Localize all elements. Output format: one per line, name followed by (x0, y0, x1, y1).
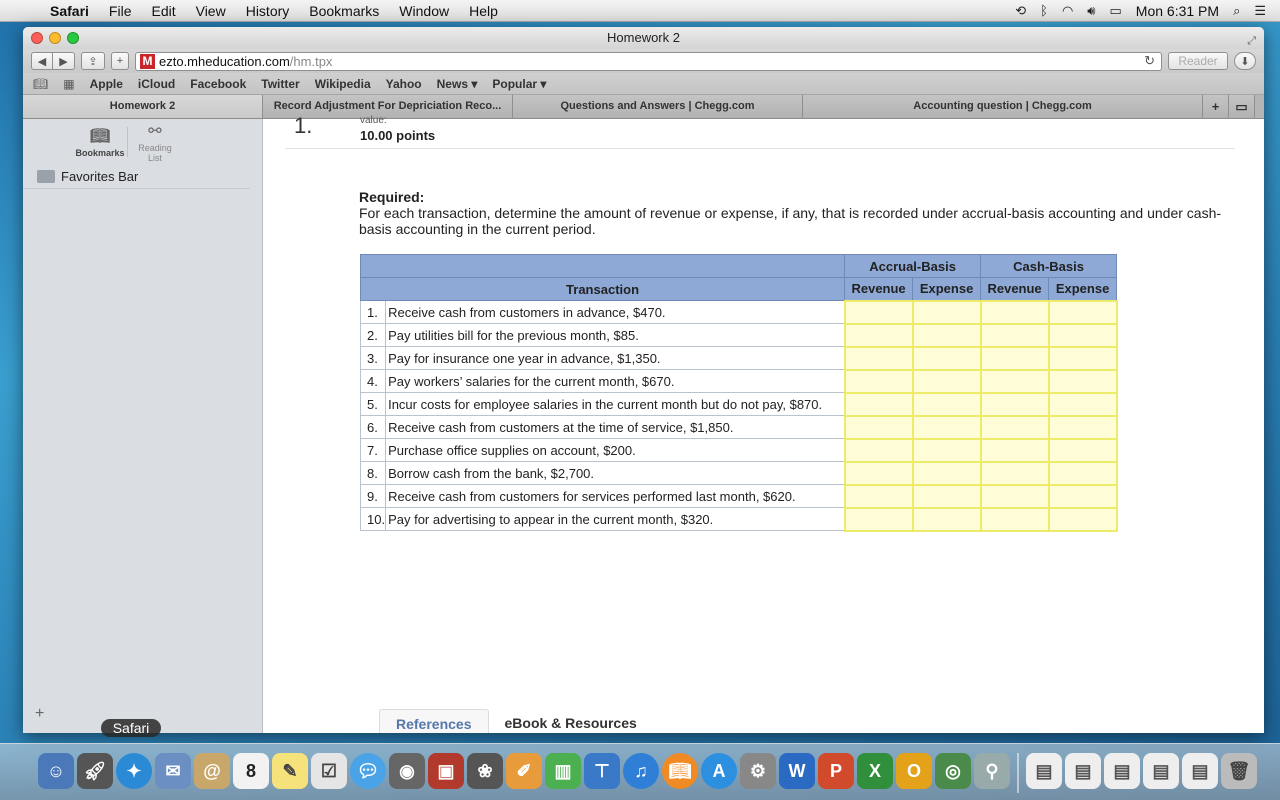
table-row (361, 393, 1117, 416)
url-path: /hm.tpx (289, 53, 333, 69)
table-row (361, 324, 1117, 347)
row-number: 7. (361, 439, 386, 462)
cash-expense-input[interactable] (1049, 462, 1117, 485)
cash-revenue-input[interactable] (981, 485, 1049, 508)
calendar-icon[interactable]: 8 (233, 753, 269, 789)
accrual-expense-input[interactable] (913, 462, 981, 485)
row-number: 6. (361, 416, 386, 439)
table-row (361, 370, 1117, 393)
app-store-icon[interactable]: A (701, 753, 737, 789)
mail-icon[interactable]: ✉ (155, 753, 191, 789)
contacts-icon[interactable]: @ (194, 753, 230, 789)
tab-overview-icon[interactable]: ▭ (1229, 95, 1255, 118)
downloads-button[interactable]: ⬇ (1234, 52, 1256, 70)
required-heading: Required: (359, 189, 425, 205)
accrual-revenue-input[interactable] (845, 324, 913, 347)
sidebar-tabs (23, 119, 262, 165)
sidebar-tab-bookmarks[interactable] (75, 126, 125, 158)
fullscreen-icon[interactable]: ⤢ (1247, 35, 1256, 47)
cash-expense-input[interactable] (1049, 416, 1117, 439)
window-title: Homework 2 (607, 30, 680, 45)
cash-expense-input[interactable] (1049, 347, 1117, 370)
accrual-revenue-input[interactable] (845, 439, 913, 462)
tab-chegg-questions[interactable]: Questions and Answers | Chegg.com (513, 95, 803, 118)
transaction-description: Pay utilities bill for the previous month, $85. (386, 324, 845, 347)
cash-basis-header: Cash-Basis (981, 255, 1117, 278)
accrual-revenue-input[interactable] (845, 485, 913, 508)
time-machine-icon[interactable]: ⟲ (1015, 2, 1027, 18)
accrual-revenue-input[interactable] (845, 416, 913, 439)
system-preferences-icon[interactable]: ⚙ (740, 753, 776, 789)
table-row (361, 301, 1117, 324)
cash-revenue-input[interactable] (981, 462, 1049, 485)
bookmark-icloud[interactable]: iCloud (137, 76, 176, 91)
row-number: 4. (361, 370, 386, 393)
network-app-icon[interactable]: ◎ (935, 753, 971, 789)
add-bookmark-folder-icon[interactable]: + (35, 705, 45, 722)
sidebar-item-favorites-bar[interactable] (23, 165, 250, 189)
sidebar-reading-list-label: Reading List (138, 143, 172, 163)
tab-record-adjustment[interactable]: Record Adjustment For Depriciation Reco... (263, 95, 513, 118)
divider (285, 148, 1235, 149)
dock-separator (1017, 753, 1019, 793)
accrual-revenue-input[interactable] (845, 347, 913, 370)
table-row (361, 439, 1117, 462)
row-number: 5. (361, 393, 386, 416)
site-favicon-icon: M (140, 54, 155, 69)
notes-icon[interactable]: ✎ (272, 753, 308, 789)
cash-expense-input[interactable] (1049, 439, 1117, 462)
document-thumbnail-icon[interactable]: ▤ (1182, 753, 1218, 789)
menu-edit[interactable]: Edit (151, 2, 176, 19)
bookmark-apple[interactable]: Apple (89, 76, 123, 91)
accrual-expense-input[interactable] (913, 485, 981, 508)
question-number: 1. (294, 113, 313, 138)
transaction-description: Receive cash from customers for services performed last month, $620. (386, 485, 845, 508)
battery-icon[interactable]: ▭ (1109, 2, 1122, 18)
row-number: 2. (361, 324, 386, 347)
table-row (361, 485, 1117, 508)
cash-expense-input[interactable] (1049, 301, 1117, 324)
cash-revenue-input[interactable] (981, 508, 1049, 531)
cash-expense-input[interactable] (1049, 485, 1117, 508)
toolbar (23, 49, 1264, 73)
book-icon: 📖︎ (89, 128, 111, 145)
transaction-description: Pay for insurance one year in advance, $1,350. (386, 347, 845, 370)
cash-revenue-input[interactable] (981, 416, 1049, 439)
wifi-icon[interactable]: ◠ (1061, 2, 1074, 18)
transaction-description: Borrow cash from the bank, $2,700. (386, 462, 845, 485)
table-row (361, 508, 1117, 531)
sidebar-tab-reading-list[interactable] (130, 121, 180, 163)
question-points: 10.00 points (360, 128, 436, 143)
folder-icon (37, 170, 55, 183)
bookmarks-bar (23, 73, 1264, 95)
powerpoint-icon[interactable]: P (818, 753, 854, 789)
accrual-expense-input[interactable] (913, 416, 981, 439)
pages-icon[interactable]: ✐ (506, 753, 542, 789)
cash-expense-input[interactable] (1049, 393, 1117, 416)
document-thumbnail-icon[interactable]: ▤ (1065, 753, 1101, 789)
new-tab-button[interactable]: + (1203, 95, 1229, 118)
photo-booth-icon[interactable]: ▣ (428, 753, 464, 789)
cash-expense-header: Expense (1049, 278, 1117, 301)
web-page (263, 113, 1264, 733)
menu-window[interactable]: Window (399, 2, 450, 19)
menu-history[interactable]: History (245, 2, 290, 19)
preview-icon[interactable]: ⚲ (974, 753, 1010, 789)
row-number: 9. (361, 485, 386, 508)
bookmark-yahoo[interactable]: Yahoo (385, 76, 422, 91)
accrual-revenue-input[interactable] (845, 370, 913, 393)
url-host: ezto.mheducation.com (159, 53, 290, 69)
title-bar (23, 27, 1264, 49)
accrual-expense-header: Expense (913, 278, 981, 301)
add-bookmark-button[interactable]: + (111, 52, 129, 70)
table-row (361, 462, 1117, 485)
menu-bookmarks[interactable]: Bookmarks (309, 2, 380, 19)
dock-tooltip: Safari (101, 719, 161, 737)
bluetooth-icon[interactable]: ᛒ (1040, 3, 1048, 18)
safari-icon[interactable]: ✦ (116, 753, 152, 789)
tab-ebook-resources[interactable]: eBook & Resources (504, 715, 637, 731)
question-instructions: For each transaction, determine the amount of revenue or expense, if any, that is recorded under accrual-basis accounting and under cash-basis accounting in the current period. (359, 205, 1222, 237)
close-window-button[interactable] (31, 32, 43, 44)
document-thumbnail-icon[interactable]: ▤ (1104, 753, 1140, 789)
itunes-icon[interactable]: ♫ (623, 753, 659, 789)
cash-revenue-input[interactable] (981, 439, 1049, 462)
nav-buttons (31, 52, 75, 70)
sidebar-bookmarks-label: Bookmarks (75, 148, 125, 158)
menubar-clock[interactable]: Mon 6:31 PM (1135, 2, 1220, 19)
sidebar-item-label: Favorites Bar (61, 169, 139, 184)
content-area (23, 113, 1264, 733)
cash-revenue-input[interactable] (981, 393, 1049, 416)
transaction-description: Receive cash from customers in advance, $470. (386, 301, 845, 324)
transactions-table (360, 254, 1118, 532)
dock (0, 743, 1280, 800)
reminders-icon[interactable]: ☑ (311, 753, 347, 789)
bookmarks-sidebar (23, 119, 263, 733)
tab-chegg-accounting[interactable]: Accounting question | Chegg.com (803, 95, 1203, 118)
cash-expense-input[interactable] (1049, 508, 1117, 531)
transaction-description: Purchase office supplies on account, $200. (386, 439, 845, 462)
menu-file[interactable]: File (108, 2, 132, 19)
row-number: 10. (361, 508, 386, 531)
accrual-revenue-header: Revenue (845, 278, 913, 301)
notification-center-icon[interactable]: ☰ (1254, 2, 1266, 18)
window-controls (31, 32, 79, 44)
accrual-expense-input[interactable] (913, 508, 981, 531)
menu-app-name[interactable]: Safari (50, 2, 89, 19)
cash-expense-input[interactable] (1049, 324, 1117, 347)
accrual-basis-header: Accrual-Basis (845, 255, 981, 278)
excel-icon[interactable]: X (857, 753, 893, 789)
cash-revenue-input[interactable] (981, 324, 1049, 347)
accrual-revenue-input[interactable] (845, 508, 913, 531)
numbers-icon[interactable]: ▥ (545, 753, 581, 789)
bookmark-news[interactable]: News ▾ (436, 76, 478, 91)
html-document-icon[interactable]: ▤ (1026, 753, 1062, 789)
bookmark-popular[interactable]: Popular ▾ (492, 76, 547, 91)
back-button[interactable]: ◀ (31, 52, 53, 70)
menubar-status (1015, 3, 1280, 19)
tab-references[interactable]: References (379, 709, 489, 733)
value-label: value: (360, 115, 387, 126)
reader-button[interactable]: Reader (1168, 52, 1228, 70)
ibooks-icon[interactable]: 📖︎ (662, 753, 698, 789)
transaction-description: Incur costs for employee salaries in the current month but do not pay, $870. (386, 393, 845, 416)
bookmark-twitter[interactable]: Twitter (261, 76, 300, 91)
bookmark-wikipedia[interactable]: Wikipedia (314, 76, 371, 91)
accrual-revenue-input[interactable] (845, 301, 913, 324)
tab-bar (23, 95, 1264, 119)
sidebar-tab-divider (127, 127, 128, 157)
spotlight-search-icon[interactable]: ⌕ (1233, 2, 1241, 18)
volume-icon[interactable]: 🔊︎ (1087, 2, 1096, 18)
menu-view[interactable]: View (195, 2, 226, 19)
cash-revenue-input[interactable] (981, 301, 1049, 324)
accrual-expense-input[interactable] (913, 370, 981, 393)
zoom-window-button[interactable] (67, 32, 79, 44)
accrual-expense-input[interactable] (913, 393, 981, 416)
tab-homework-2[interactable]: Homework 2 (23, 95, 263, 118)
outlook-icon[interactable]: O (896, 753, 932, 789)
forward-button[interactable]: ▶ (53, 52, 75, 70)
transaction-description: Pay for advertising to appear in the current month, $320. (386, 508, 845, 531)
cash-revenue-header: Revenue (981, 278, 1049, 301)
accrual-expense-input[interactable] (913, 324, 981, 347)
accrual-expense-input[interactable] (913, 439, 981, 462)
row-number: 1. (361, 301, 386, 324)
cash-revenue-input[interactable] (981, 370, 1049, 393)
word-icon[interactable]: W (779, 753, 815, 789)
reload-icon[interactable]: ↻ (1144, 53, 1155, 68)
safari-window (23, 27, 1264, 733)
menu-help[interactable]: Help (469, 2, 498, 19)
glasses-icon: ⚯ (148, 123, 162, 140)
table-row (361, 416, 1117, 439)
keynote-icon[interactable]: ⊤ (584, 753, 620, 789)
accrual-revenue-input[interactable] (845, 462, 913, 485)
transaction-description: Pay workers’ salaries for the current month, $670. (386, 370, 845, 393)
transaction-header: Transaction (361, 278, 845, 301)
resource-tabs (379, 709, 653, 733)
cash-expense-input[interactable] (1049, 370, 1117, 393)
row-number: 8. (361, 462, 386, 485)
table-row (361, 347, 1117, 370)
cash-revenue-input[interactable] (981, 347, 1049, 370)
iphoto-icon[interactable]: ❀ (467, 753, 503, 789)
top-sites-icon[interactable]: ▦ (63, 76, 75, 91)
facetime-icon[interactable]: ◉ (389, 753, 425, 789)
accrual-expense-input[interactable] (913, 301, 981, 324)
minimize-window-button[interactable] (49, 32, 61, 44)
trash-icon[interactable]: 🗑︎ (1221, 753, 1257, 789)
accrual-revenue-input[interactable] (845, 393, 913, 416)
row-number: 3. (361, 347, 386, 370)
show-bookmarks-icon[interactable]: 📖︎ (33, 76, 49, 91)
menubar (0, 0, 1280, 22)
accrual-expense-input[interactable] (913, 347, 981, 370)
table-header-blank (361, 255, 845, 278)
bookmark-facebook[interactable]: Facebook (190, 76, 247, 91)
launchpad-icon[interactable]: 🚀︎ (77, 753, 113, 789)
messages-icon[interactable]: 💬︎ (350, 753, 386, 789)
finder-icon[interactable]: ☺ (38, 753, 74, 789)
transaction-description: Receive cash from customers at the time of service, $1,850. (386, 416, 845, 439)
address-bar[interactable] (135, 52, 1162, 71)
share-button[interactable]: ⇪ (81, 52, 105, 70)
document-thumbnail-icon[interactable]: ▤ (1143, 753, 1179, 789)
